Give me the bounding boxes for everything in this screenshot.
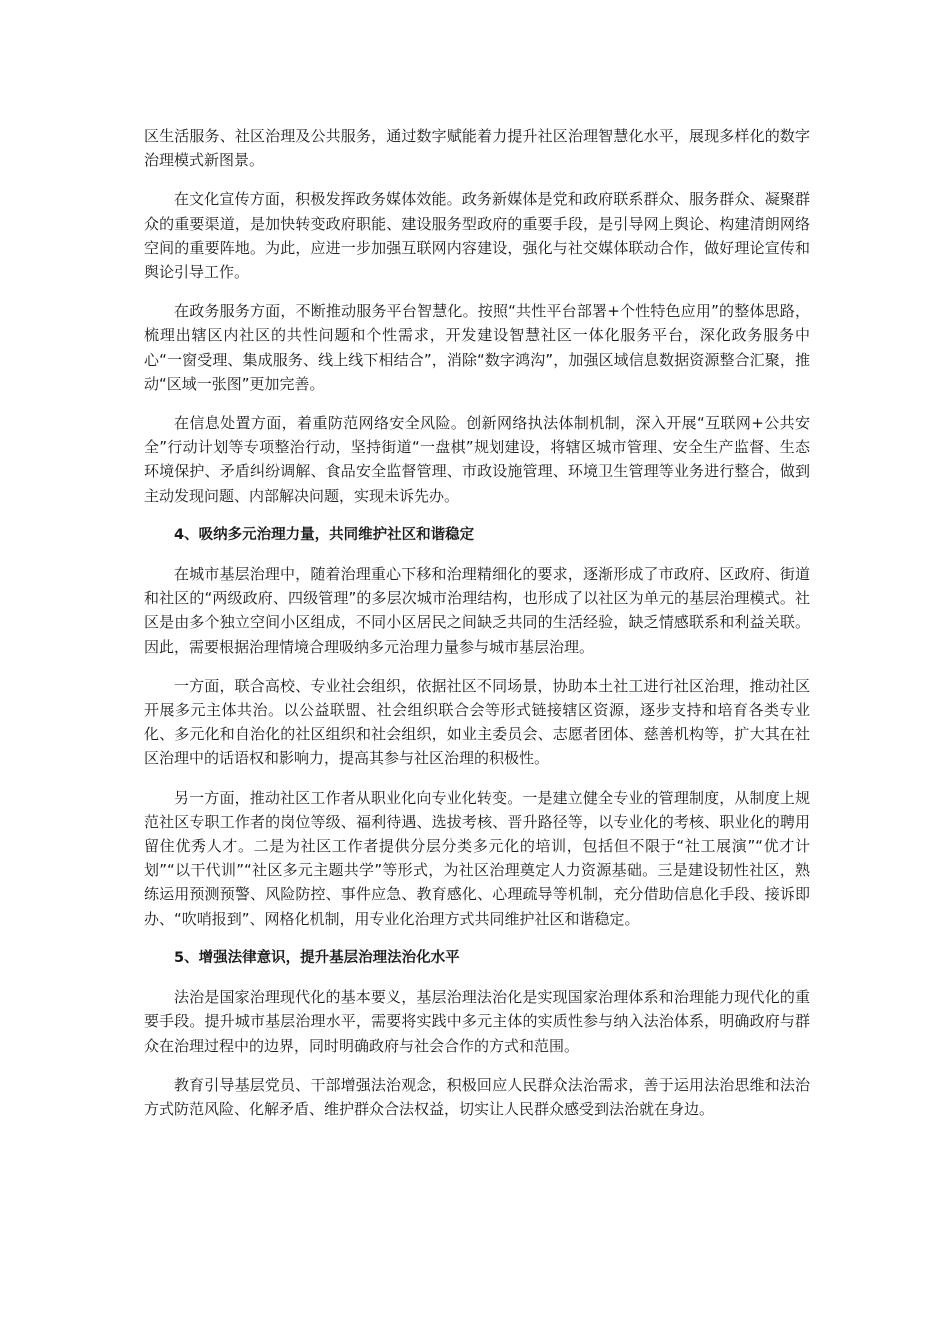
section-heading-5: 5、增强法律意识，提升基层治理法治化水平: [174, 949, 460, 966]
section-heading-4: 4、吸纳多元治理力量，共同维护社区和谐稳定: [174, 526, 475, 543]
document-page: [144, 124, 810, 1136]
paragraph-grassroots-governance: 在城市基层治理中，随着治理重心下移和治理精细化的要求，逐渐形成了市政府、区政府、街道和社区的“两级政府、四级管理”的多层次城市治理结构，也形成了以社区为单元的基层治理模式。社区是由多个独立空间小区组成，不同小区居民之间缺乏共同的生活经验，缺乏情感联系和利益关联。因此，需要根据治理情境合理吸纳多元治理力量参与城市基层治理。: [144, 565, 810, 656]
paragraph-continued: 区生活服务、社区治理及公共服务，通过数字赋能着力提升社区治理智慧化水平，展现多样化的数字治理模式新图景。: [144, 127, 810, 170]
paragraph-other-hand: 另一方面，推动社区工作者从职业化向专业化转变。一是建立健全专业的管理制度，从制度上规范社区专职工作者的岗位等级、福利待遇、选拔考核、晋升路径等，以专业化的考核、职业化的聘用留住优秀人才。二是为社区工作者提供分层分类多元化的培训，包括但不限于“社工展演”“优才计划”“以干代训”“社区多元主题共学”等形式，为社区治理奠定人力资源基础。三是建设韧性社区，熟练运用预测预警、风险防控、事件应急、教育感化、心理疏导等机制，充分借助信息化手段、接诉即办、“吹哨报到”、网格化机制，用专业化治理方式共同维护社区和谐稳定。: [144, 788, 810, 928]
paragraph-government-services: 在政务服务方面，不断推动服务平台智慧化。按照“共性平台部署+个性特色应用”的整体思路，梳理出辖区内社区的共性问题和个性需求，开发建设智慧社区一体化服务平台，深化政务服务中心“一窗受理、集成服务、线上线下相结合”，消除“数字鸿沟”，加强区域信息数据资源整合汇聚，推动“区域一张图”更加完善。: [144, 302, 810, 393]
paragraph-culture-publicity: 在文化宣传方面，积极发挥政务媒体效能。政务新媒体是党和政府联系群众、服务群众、凝聚群众的重要渠道，是加快转变政府职能、建设服务型政府的重要手段，是引导网上舆论、构建清朗网络空间的重要阵地。为此，应进一步加强互联网内容建设，强化与社交媒体联动合作，做好理论宣传和舆论引导工作。: [144, 190, 810, 282]
paragraph-education: 教育引导基层党员、干部增强法治观念，积极回应人民群众法治需求，善于运用法治思维和法治方式防范风险、化解矛盾、维护群众合法权益，切实让人民群众感受到法治就在身边。: [144, 1075, 810, 1118]
paragraph-one-hand: 一方面，联合高校、专业社会组织，依据社区不同场景，协助本土社工进行社区治理，推动社区开展多元主体共治。以公益联盟、社会组织联合会等形式链接辖区资源，逐步支持和培育各类专业化、多元化和自治化的社区组织和社会组织，如业主委员会、志愿者团体、慈善机构等，扩大其在社区治理中的话语权和影响力，提高其参与社区治理的积极性。: [144, 676, 810, 768]
paragraph-rule-of-law: 法治是国家治理现代化的基本要义，基层治理法治化是实现国家治理体系和治理能力现代化的重要手段。提升城市基层治理水平，需要将实践中多元主体的实质性参与纳入法治体系，明确政府与群众在治理过程中的边界，同时明确政府与社会合作的方式和范围。: [144, 988, 810, 1055]
paragraph-information-handling: 在信息处置方面，着重防范网络安全风险。创新网络执法体制机制，深入开展“互联网+公共安全”行动计划等专项整治行动，坚持街道“一盘棋”规划建设，将辖区城市管理、安全生产监督、生态环境保护、矛盾纠纷调解、食品安全监督管理、市政设施管理、环境卫生管理等业务进行整合，做到主动发现问题、内部解决问题，实现未诉先办。: [144, 414, 810, 505]
